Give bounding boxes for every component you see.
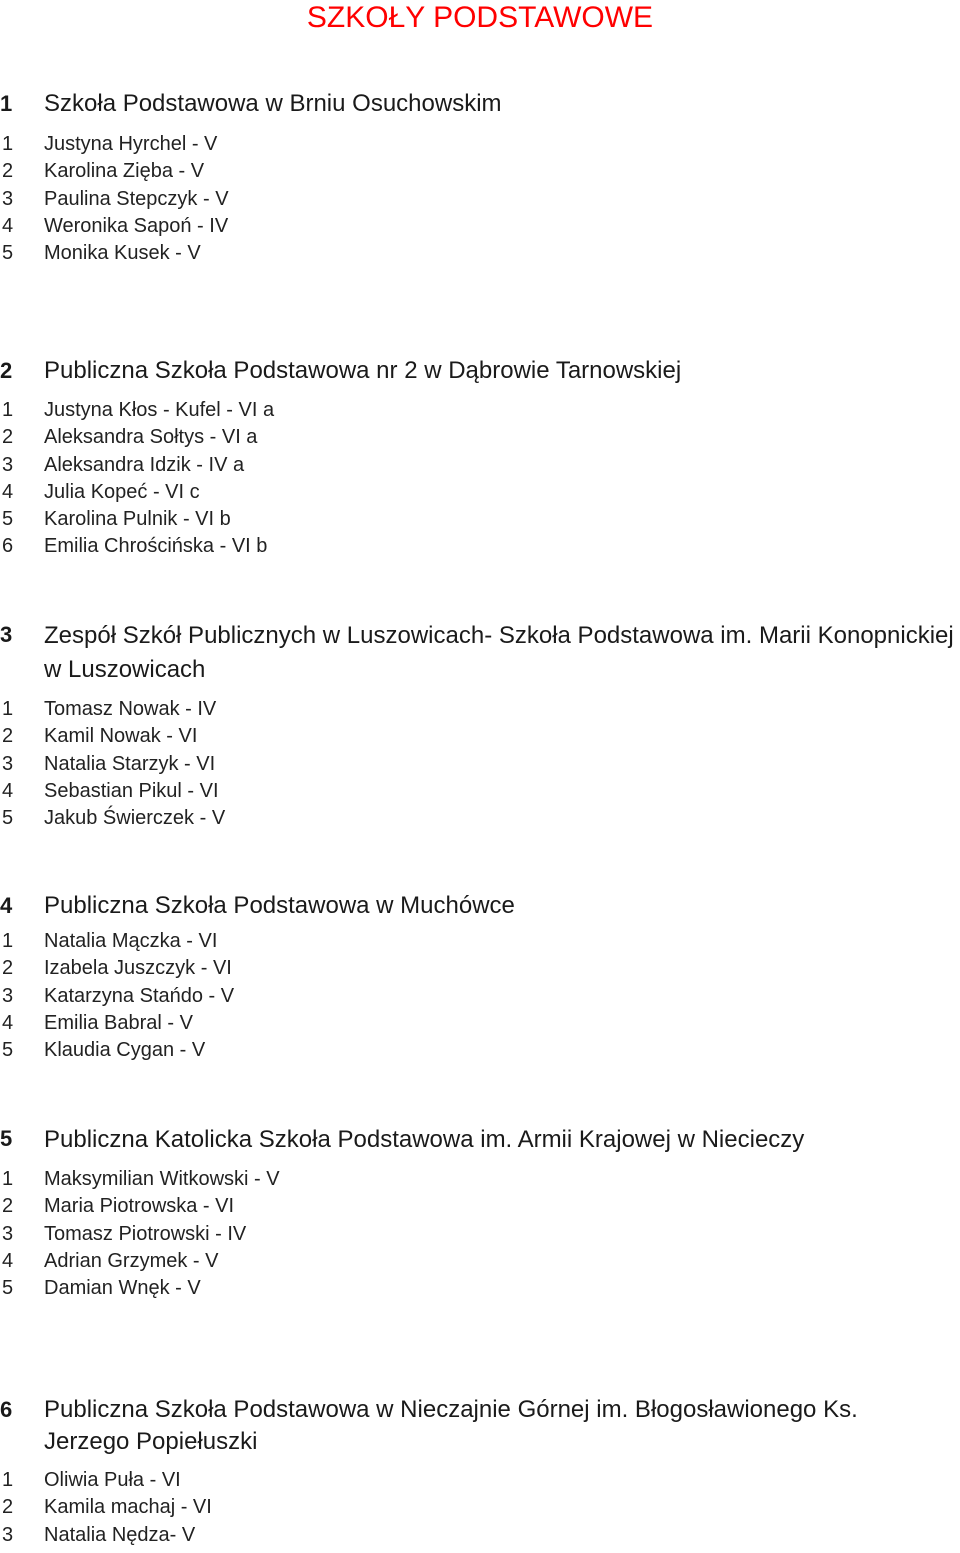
list-item [0,778,960,805]
student-number: 4 [2,480,14,503]
student-number: 2 [2,1496,14,1519]
student-number: 2 [2,725,14,748]
list-item [0,424,960,451]
student-entry: Emilia Babral - V [44,1011,193,1034]
school-section [0,88,960,267]
student-entry: Kamila machaj - VI [44,1496,212,1519]
student-number: 2 [2,426,14,449]
student-entry: Maria Piotrowska - VI [44,1195,235,1218]
student-entry: Karolina Zięba - V [44,160,205,183]
student-entry: Aleksandra Sołtys - VI a [44,426,258,449]
student-list [0,1166,960,1302]
student-entry: Klaudia Cygan - V [44,1039,206,1062]
list-item [0,1193,960,1220]
student-number: 1 [2,1168,14,1190]
student-entry: Izabela Juszczyk - VI [44,957,232,980]
school-section [0,355,960,561]
student-entry: Paulina Stepczyk - V [44,187,229,210]
page-title: SZKOŁY PODSTAWOWE [306,1,654,34]
student-entry: Karolina Pulnik - VI b [44,508,231,531]
student-entry: Oliwia Puła - VI [44,1469,181,1491]
list-item [0,506,960,533]
student-entry: Emilia Chrościńska - VI b [44,535,268,558]
school-heading [0,1394,960,1458]
list-item [0,1494,960,1521]
school-number: 3 [0,622,13,647]
list-item [0,751,960,778]
student-number: 3 [2,1523,14,1546]
student-entry: Julia Kopeć - VI c [44,480,200,503]
list-item [0,723,960,750]
school-number: 1 [0,91,13,116]
student-number: 4 [2,214,14,237]
student-entry: Natalia Mączka - VI [44,930,218,952]
school-name: Publiczna Szkoła Podstawowa nr 2 w Dąbrowie Tarnowskiej [44,357,682,384]
student-number: 5 [2,807,14,830]
school-heading [0,619,960,687]
student-number: 1 [2,399,14,421]
student-entry: Monika Kusek - V [44,242,201,265]
student-number: 1 [2,133,14,155]
student-number: 2 [2,957,14,980]
school-heading [0,88,960,120]
student-number: 3 [2,453,14,476]
list-item [0,1275,960,1302]
student-number: 1 [2,698,14,720]
student-entry: Justyna Hyrchel - V [44,133,218,155]
school-heading [0,1123,960,1157]
student-entry: Sebastian Pikul - VI [44,779,219,802]
student-entry: Kamil Nowak - VI [44,725,198,748]
student-number: 3 [2,187,14,210]
student-number: 5 [2,242,14,265]
list-item [0,213,960,240]
student-number: 2 [2,1195,14,1218]
school-number: 5 [0,1126,13,1151]
student-number: 5 [2,508,14,531]
list-item [0,1221,960,1248]
student-entry: Aleksandra Idzik - IV a [44,453,245,476]
student-entry: Damian Wnęk - V [44,1277,201,1300]
list-item [0,805,960,832]
student-number: 3 [2,984,14,1007]
student-number: 1 [2,1469,14,1491]
school-name: Szkoła Podstawowa w Brniu Osuchowskim [44,90,502,117]
student-list [0,696,960,832]
list-item [0,158,960,185]
student-entry: Natalia Nędza- V [44,1523,196,1546]
student-list [0,928,960,1064]
school-section [0,890,960,1064]
school-number: 6 [0,1397,13,1422]
student-number: 4 [2,779,14,802]
student-list [0,131,960,267]
student-entry: Adrian Grzymek - V [44,1249,219,1272]
list-item [0,452,960,479]
school-number: 2 [0,358,13,383]
list-item [0,533,960,560]
school-section [0,1123,960,1302]
list-item [0,1166,960,1193]
school-name: Publiczna Katolicka Szkoła Podstawowa im. Armii Krajowej w Niecieczy [44,1126,805,1153]
student-entry: Justyna Kłos - Kufel - VI a [44,399,275,421]
list-item [0,928,960,955]
student-number: 2 [2,160,14,183]
list-item [0,696,960,723]
list-item [0,955,960,982]
school-section [0,619,960,832]
school-section [0,1394,960,1549]
list-item [0,1522,960,1549]
student-number: 5 [2,1277,14,1300]
student-list [0,397,960,561]
list-item [0,240,960,267]
list-item [0,397,960,424]
student-entry: Katarzyna Stańdo - V [44,984,235,1007]
student-entry: Natalia Starzyk - VI [44,752,216,775]
list-item [0,131,960,158]
list-item [0,1248,960,1275]
school-number: 4 [0,893,13,918]
student-number: 3 [2,1222,14,1245]
list-item [0,983,960,1010]
list-item [0,1037,960,1064]
student-entry: Maksymilian Witkowski - V [44,1168,280,1190]
student-list [0,1467,960,1549]
student-number: 1 [2,930,14,952]
list-item [0,1010,960,1037]
list-item [0,1467,960,1494]
list-item [0,186,960,213]
school-name: Publiczna Szkoła Podstawowa w Nieczajnie Górnej im. Błogosławionego Ks. Jerzego Popiełuszki [44,1396,858,1455]
student-number: 3 [2,752,14,775]
student-number: 6 [2,535,14,558]
school-heading [0,355,960,387]
student-entry: Jakub Świerczek - V [44,807,226,830]
student-entry: Weronika Sapoń - IV [44,214,229,237]
student-number: 4 [2,1011,14,1034]
school-heading [0,890,960,922]
list-item [0,479,960,506]
student-entry: Tomasz Nowak - IV [44,698,217,720]
school-name: Publiczna Szkoła Podstawowa w Muchówce [44,892,515,919]
student-entry: Tomasz Piotrowski - IV [44,1222,247,1245]
school-name: Zespół Szkół Publicznych w Luszowicach- Szkoła Podstawowa im. Marii Konopnickiej w Luszowicach [44,622,954,683]
student-number: 5 [2,1039,14,1062]
student-number: 4 [2,1249,14,1272]
